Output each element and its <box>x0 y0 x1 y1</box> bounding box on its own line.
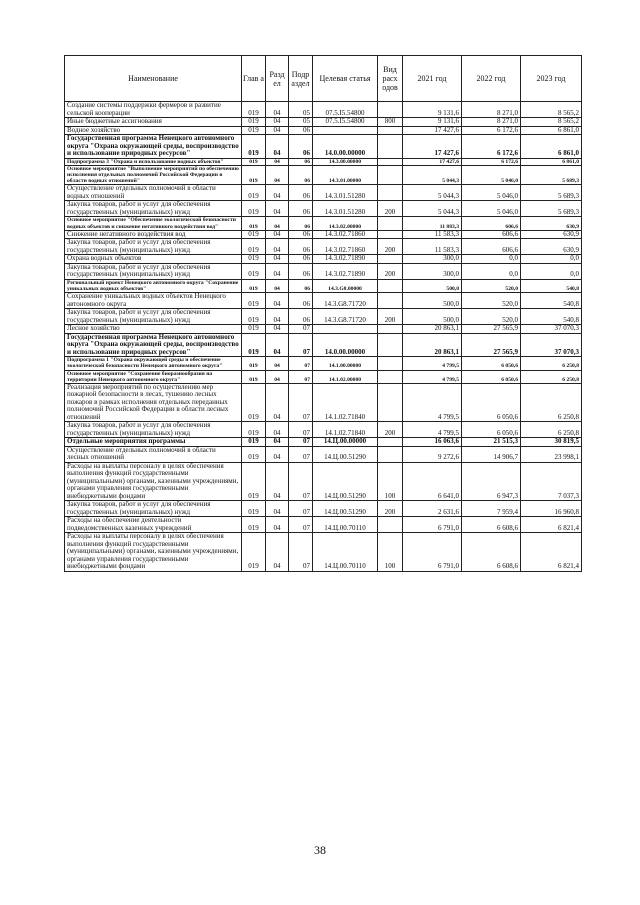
header-razdel: Разд ел <box>266 56 289 102</box>
cell-2023: 16 960,8 <box>521 501 582 517</box>
cell-2023: 630,9 <box>521 217 582 230</box>
cell-glava: 019 <box>242 517 266 533</box>
cell-vid <box>378 165 403 185</box>
cell-2021: 4 799,5 <box>403 370 462 383</box>
cell-razdel: 04 <box>266 293 289 309</box>
cell-podrazdel: 06 <box>289 263 313 279</box>
cell-2021: 5 044,3 <box>403 165 462 185</box>
cell-vid: 800 <box>378 118 403 127</box>
cell-glava: 019 <box>242 217 266 230</box>
cell-2021: 20 863,1 <box>403 325 462 334</box>
cell-vid <box>378 446 403 462</box>
cell-vid <box>378 370 403 383</box>
cell-2022: 606,6 <box>462 239 521 255</box>
cell-podrazdel: 07 <box>289 370 313 383</box>
cell-2023: 6 861,0 <box>521 158 582 165</box>
cell-razdel: 04 <box>266 357 289 370</box>
cell-2021: 5 044,3 <box>403 185 462 201</box>
cell-name: Водное хозяйство <box>65 126 242 135</box>
header-vid: Вид расх одов <box>378 56 403 102</box>
cell-glava: 019 <box>242 446 266 462</box>
cell-2021: 2 631,6 <box>403 501 462 517</box>
cell-2022: 27 565,9 <box>462 325 521 334</box>
cell-razdel: 04 <box>266 533 289 572</box>
cell-vid <box>378 158 403 165</box>
cell-glava: 019 <box>242 357 266 370</box>
cell-vid <box>378 357 403 370</box>
cell-podrazdel: 06 <box>289 217 313 230</box>
cell-name: Отдельные мероприятия программы <box>65 438 242 447</box>
cell-vid <box>378 102 403 118</box>
cell-podrazdel: 07 <box>289 325 313 334</box>
cell-2022: 21 515,3 <box>462 438 521 447</box>
cell-podrazdel: 07 <box>289 357 313 370</box>
cell-2022: 6 947,3 <box>462 462 521 501</box>
cell-2023: 6 821,4 <box>521 533 582 572</box>
cell-razdel: 04 <box>266 279 289 292</box>
table-row <box>65 533 582 572</box>
cell-name: Закупка товаров, работ и услуг для обеспечения государственных (муниципальных) нужд <box>65 263 242 279</box>
cell-glava: 019 <box>242 185 266 201</box>
table-row <box>65 263 582 279</box>
cell-name: Закупка товаров, работ и услуг для обеспечения государственных (муниципальных) нужд <box>65 309 242 325</box>
table-row <box>65 462 582 501</box>
cell-2021: 17 427,6 <box>403 126 462 135</box>
cell-2021: 17 427,6 <box>403 135 462 159</box>
cell-name: Лесное хозяйство <box>65 325 242 334</box>
cell-name: Закупка товаров, работ и услуг для обеспечения государственных (муниципальных) нужд <box>65 501 242 517</box>
cell-podrazdel: 06 <box>289 239 313 255</box>
cell-2021: 6 791,0 <box>403 533 462 572</box>
cell-2022: 5 046,0 <box>462 201 521 217</box>
cell-2022: 6 050,6 <box>462 422 521 438</box>
cell-target: 14.3.02.71860 <box>313 230 378 239</box>
cell-target: 14.Ц.00.51290 <box>313 501 378 517</box>
cell-2023: 37 070,3 <box>521 325 582 334</box>
table-row <box>65 517 582 533</box>
cell-2021: 500,0 <box>403 293 462 309</box>
cell-podrazdel: 06 <box>289 279 313 292</box>
cell-2023: 6 821,4 <box>521 517 582 533</box>
table-row <box>65 158 582 165</box>
cell-2023: 23 998,1 <box>521 446 582 462</box>
cell-razdel: 04 <box>266 383 289 422</box>
cell-vid <box>378 325 403 334</box>
cell-2023: 6 861,0 <box>521 126 582 135</box>
cell-target: 14.0.00.00000 <box>313 333 378 357</box>
cell-2022: 606,6 <box>462 230 521 239</box>
cell-razdel: 04 <box>266 501 289 517</box>
cell-2022: 520,0 <box>462 279 521 292</box>
cell-2022: 5 046,0 <box>462 185 521 201</box>
cell-2022: 8 271,0 <box>462 102 521 118</box>
table-row <box>65 325 582 334</box>
cell-razdel: 04 <box>266 325 289 334</box>
cell-target: 14.3.02.71860 <box>313 239 378 255</box>
cell-razdel: 04 <box>266 462 289 501</box>
cell-name: Осуществление отдельных полномочий в области лесных отношений <box>65 446 242 462</box>
cell-glava: 019 <box>242 279 266 292</box>
cell-vid: 200 <box>378 501 403 517</box>
cell-2023: 5 689,3 <box>521 185 582 201</box>
cell-2021: 16 063,6 <box>403 438 462 447</box>
cell-name: Расходы на выплаты персоналу в целях обеспечения выполнения функций государственными (муниципальными) органами, казенными учреждениями, органами управления государственными внебюджетными фондами <box>65 533 242 572</box>
cell-podrazdel: 07 <box>289 501 313 517</box>
cell-2023: 6 250,8 <box>521 357 582 370</box>
cell-razdel: 04 <box>266 239 289 255</box>
table-row <box>65 383 582 422</box>
cell-2022: 6 172,6 <box>462 135 521 159</box>
cell-2021: 9 272,6 <box>403 446 462 462</box>
cell-podrazdel: 07 <box>289 422 313 438</box>
cell-name: Подпрограмма 1 "Охрана окружающей среды и обеспечение экологической безопасности Ненецкого автономного округа" <box>65 357 242 370</box>
table-row <box>65 255 582 264</box>
cell-name: Осуществление отдельных полномочий в области водных отношений <box>65 185 242 201</box>
cell-name: Подпрограмма 3 "Охрана и использование водных объектов" <box>65 158 242 165</box>
cell-2022: 27 565,9 <box>462 333 521 357</box>
header-target: Целевая статья <box>313 56 378 102</box>
cell-vid <box>378 438 403 447</box>
cell-target: 14.Ц.00.00000 <box>313 438 378 447</box>
cell-vid: 200 <box>378 422 403 438</box>
cell-podrazdel: 06 <box>289 255 313 264</box>
cell-podrazdel: 07 <box>289 333 313 357</box>
cell-target <box>313 126 378 135</box>
cell-2023: 630,9 <box>521 230 582 239</box>
cell-glava: 019 <box>242 438 266 447</box>
cell-2021: 11 583,3 <box>403 230 462 239</box>
cell-2023: 540,8 <box>521 279 582 292</box>
cell-target: 07.5.I5.54800 <box>313 118 378 127</box>
cell-target: 14.3.01.51280 <box>313 201 378 217</box>
cell-2022: 6 172,6 <box>462 158 521 165</box>
cell-razdel: 04 <box>266 255 289 264</box>
cell-target: 14.Ц.00.51290 <box>313 446 378 462</box>
table-row <box>65 135 582 159</box>
cell-podrazdel: 05 <box>289 102 313 118</box>
cell-target: 14.3.01.51280 <box>313 185 378 201</box>
cell-vid <box>378 279 403 292</box>
table-row <box>65 279 582 292</box>
cell-vid <box>378 383 403 422</box>
cell-2021: 500,0 <box>403 309 462 325</box>
table-row <box>65 118 582 127</box>
cell-2023: 37 070,3 <box>521 333 582 357</box>
cell-glava: 019 <box>242 533 266 572</box>
cell-podrazdel: 06 <box>289 201 313 217</box>
cell-name: Региональный проект Ненецкого автономного округа "Сохранение уникальных водных объектов" <box>65 279 242 292</box>
cell-name: Основное мероприятие "Выполнение мероприятий по обеспечению исполнения отдельных полномочий Российской Федерации в области водных отношений" <box>65 165 242 185</box>
cell-2023: 6 861,0 <box>521 135 582 159</box>
cell-vid <box>378 255 403 264</box>
cell-target: 14.1.02.71840 <box>313 422 378 438</box>
cell-name: Государственная программа Ненецкого автономного округа "Охрана окружающей среды, воспроизводство и использование природных ресурсов" <box>65 333 242 357</box>
cell-name: Иные бюджетные ассигнования <box>65 118 242 127</box>
table-row <box>65 102 582 118</box>
table-row <box>65 446 582 462</box>
cell-glava: 019 <box>242 325 266 334</box>
cell-glava: 019 <box>242 333 266 357</box>
cell-2023: 30 819,5 <box>521 438 582 447</box>
cell-2022: 6 050,6 <box>462 383 521 422</box>
table-row <box>65 185 582 201</box>
cell-razdel: 04 <box>266 309 289 325</box>
cell-glava: 019 <box>242 102 266 118</box>
cell-razdel: 04 <box>266 118 289 127</box>
cell-2022: 6 050,6 <box>462 370 521 383</box>
cell-podrazdel: 06 <box>289 293 313 309</box>
cell-vid <box>378 230 403 239</box>
table-row <box>65 438 582 447</box>
table-row <box>65 370 582 383</box>
table-row <box>65 501 582 517</box>
cell-glava: 019 <box>242 462 266 501</box>
table-row <box>65 293 582 309</box>
cell-2022: 6 050,6 <box>462 357 521 370</box>
cell-target: 14.3.G8.00000 <box>313 279 378 292</box>
cell-target: 14.Ц.00.51290 <box>313 462 378 501</box>
cell-2022: 6 172,6 <box>462 126 521 135</box>
cell-podrazdel: 07 <box>289 446 313 462</box>
cell-2023: 0,0 <box>521 263 582 279</box>
cell-glava: 019 <box>242 165 266 185</box>
cell-name: Охрана водных объектов <box>65 255 242 264</box>
cell-glava: 019 <box>242 255 266 264</box>
cell-target: 14.3.00.00000 <box>313 158 378 165</box>
cell-2023: 5 689,3 <box>521 165 582 185</box>
cell-2022: 606,6 <box>462 217 521 230</box>
cell-2023: 8 565,2 <box>521 102 582 118</box>
cell-razdel: 04 <box>266 517 289 533</box>
cell-name: Расходы на выплаты персоналу в целях обеспечения выполнения функций государственными (муниципальными) органами, казенными учреждениями, органами управления государственными внебюджетными фондами <box>65 462 242 501</box>
budget-table <box>64 55 582 572</box>
cell-target: 14.3.02.00000 <box>313 217 378 230</box>
cell-target: 14.Ц.00.70110 <box>313 533 378 572</box>
cell-2022: 7 959,4 <box>462 501 521 517</box>
cell-2022: 8 271,0 <box>462 118 521 127</box>
cell-target: 14.1.02.00000 <box>313 370 378 383</box>
header-2023: 2023 год <box>521 56 582 102</box>
cell-glava: 019 <box>242 126 266 135</box>
table-row <box>65 165 582 185</box>
cell-razdel: 04 <box>266 438 289 447</box>
table-row <box>65 230 582 239</box>
cell-name: Расходы на обеспечение деятельности подведомственных казенных учреждений <box>65 517 242 533</box>
cell-glava: 019 <box>242 118 266 127</box>
cell-name: Основное мероприятие "Обеспечение экологической безопасности водных объектов и снижение негативного воздействия вод" <box>65 217 242 230</box>
cell-razdel: 04 <box>266 370 289 383</box>
cell-vid: 100 <box>378 533 403 572</box>
cell-target: 14.3.02.71890 <box>313 263 378 279</box>
cell-2022: 14 906,7 <box>462 446 521 462</box>
header-name: Наименование <box>65 56 242 102</box>
cell-2021: 300,0 <box>403 263 462 279</box>
cell-vid: 200 <box>378 309 403 325</box>
cell-podrazdel: 07 <box>289 383 313 422</box>
cell-target: 14.Ц.00.70110 <box>313 517 378 533</box>
cell-2022: 0,0 <box>462 263 521 279</box>
cell-glava: 019 <box>242 263 266 279</box>
cell-podrazdel: 07 <box>289 462 313 501</box>
cell-podrazdel: 06 <box>289 135 313 159</box>
cell-razdel: 04 <box>266 102 289 118</box>
cell-razdel: 04 <box>266 158 289 165</box>
cell-target: 14.1.00.00000 <box>313 357 378 370</box>
cell-razdel: 04 <box>266 165 289 185</box>
cell-vid <box>378 333 403 357</box>
cell-podrazdel: 07 <box>289 533 313 572</box>
cell-glava: 019 <box>242 201 266 217</box>
table-row <box>65 422 582 438</box>
cell-2021: 9 131,6 <box>403 102 462 118</box>
cell-2021: 4 799,5 <box>403 357 462 370</box>
cell-glava: 019 <box>242 370 266 383</box>
cell-podrazdel: 06 <box>289 309 313 325</box>
cell-razdel: 04 <box>266 185 289 201</box>
cell-2021: 4 799,5 <box>403 383 462 422</box>
cell-razdel: 04 <box>266 201 289 217</box>
table-row <box>65 217 582 230</box>
cell-2021: 6 641,0 <box>403 462 462 501</box>
cell-glava: 019 <box>242 293 266 309</box>
cell-2023: 6 250,8 <box>521 370 582 383</box>
cell-2023: 0,0 <box>521 255 582 264</box>
cell-razdel: 04 <box>266 126 289 135</box>
cell-name: Снижение негативного воздействия вод <box>65 230 242 239</box>
cell-podrazdel: 06 <box>289 165 313 185</box>
cell-2023: 540,8 <box>521 293 582 309</box>
table-row <box>65 309 582 325</box>
cell-vid <box>378 293 403 309</box>
cell-target: 14.3.G8.71720 <box>313 293 378 309</box>
cell-name: Сохранение уникальных водных объектов Ненецкого автономного округа <box>65 293 242 309</box>
cell-vid <box>378 126 403 135</box>
cell-2022: 520,0 <box>462 293 521 309</box>
cell-vid <box>378 217 403 230</box>
cell-razdel: 04 <box>266 422 289 438</box>
cell-target: 14.3.02.71890 <box>313 255 378 264</box>
cell-glava: 019 <box>242 135 266 159</box>
cell-glava: 019 <box>242 383 266 422</box>
cell-vid <box>378 185 403 201</box>
cell-podrazdel: 06 <box>289 158 313 165</box>
cell-glava: 019 <box>242 501 266 517</box>
page-number: 38 <box>314 843 326 857</box>
cell-glava: 019 <box>242 158 266 165</box>
header-podrazdel: Подр аздел <box>289 56 313 102</box>
header-2021: 2021 год <box>403 56 462 102</box>
cell-2021: 300,0 <box>403 255 462 264</box>
cell-target: 14.3.G8.71720 <box>313 309 378 325</box>
cell-vid <box>378 135 403 159</box>
cell-2023: 6 250,8 <box>521 383 582 422</box>
cell-name: Государственная программа Ненецкого автономного округа "Охрана окружающей среды, воспроизводство и использование природных ресурсов" <box>65 135 242 159</box>
table-row <box>65 239 582 255</box>
cell-2022: 5 046,0 <box>462 165 521 185</box>
cell-target: 14.1.02.71840 <box>313 383 378 422</box>
cell-vid: 200 <box>378 263 403 279</box>
cell-2023: 7 037,3 <box>521 462 582 501</box>
table-row <box>65 357 582 370</box>
cell-razdel: 04 <box>266 135 289 159</box>
cell-razdel: 04 <box>266 217 289 230</box>
cell-2023: 6 250,8 <box>521 422 582 438</box>
table-body <box>65 102 582 572</box>
cell-vid: 100 <box>378 462 403 501</box>
cell-target: 14.0.00.00000 <box>313 135 378 159</box>
cell-2021: 9 131,6 <box>403 118 462 127</box>
cell-2021: 20 863,1 <box>403 333 462 357</box>
cell-target: 14.3.01.00000 <box>313 165 378 185</box>
cell-name: Основное мероприятие "Сохранение биоразнообразия на территории Ненецкого автономного округа" <box>65 370 242 383</box>
cell-podrazdel: 05 <box>289 118 313 127</box>
cell-vid <box>378 517 403 533</box>
cell-2021: 500,0 <box>403 279 462 292</box>
cell-vid: 200 <box>378 239 403 255</box>
cell-razdel: 04 <box>266 333 289 357</box>
cell-podrazdel: 06 <box>289 185 313 201</box>
cell-name: Закупка товаров, работ и услуг для обеспечения государственных (муниципальных) нужд <box>65 422 242 438</box>
cell-podrazdel: 06 <box>289 126 313 135</box>
cell-glava: 019 <box>242 239 266 255</box>
cell-2022: 6 608,6 <box>462 517 521 533</box>
cell-name: Реализация мероприятий по осуществлению мер пожарной безопасности в лесах, тушению лесных пожаров в рамках исполнения отдельных переданных полномочий Российской Федерации в области лесных отношений <box>65 383 242 422</box>
cell-target: 07.5.I5.54800 <box>313 102 378 118</box>
header-row <box>65 56 582 102</box>
cell-name: Создание системы поддержки фермеров и развитие сельской кооперации <box>65 102 242 118</box>
cell-podrazdel: 07 <box>289 517 313 533</box>
cell-name: Закупка товаров, работ и услуг для обеспечения государственных (муниципальных) нужд <box>65 201 242 217</box>
cell-target <box>313 325 378 334</box>
cell-podrazdel: 07 <box>289 438 313 447</box>
table-row <box>65 201 582 217</box>
header-glava: Глав а <box>242 56 266 102</box>
cell-2023: 540,8 <box>521 309 582 325</box>
table-row <box>65 333 582 357</box>
cell-2023: 8 565,2 <box>521 118 582 127</box>
cell-glava: 019 <box>242 422 266 438</box>
cell-2021: 17 427,6 <box>403 158 462 165</box>
cell-2022: 6 608,6 <box>462 533 521 572</box>
header-2022: 2022 год <box>462 56 521 102</box>
cell-razdel: 04 <box>266 230 289 239</box>
table-row <box>65 126 582 135</box>
cell-vid: 200 <box>378 201 403 217</box>
cell-razdel: 04 <box>266 263 289 279</box>
cell-2021: 4 799,5 <box>403 422 462 438</box>
cell-2021: 11 883,3 <box>403 217 462 230</box>
cell-name: Закупка товаров, работ и услуг для обеспечения государственных (муниципальных) нужд <box>65 239 242 255</box>
cell-2022: 0,0 <box>462 255 521 264</box>
cell-2021: 6 791,0 <box>403 517 462 533</box>
cell-2023: 5 689,3 <box>521 201 582 217</box>
cell-razdel: 04 <box>266 446 289 462</box>
cell-glava: 019 <box>242 309 266 325</box>
cell-2023: 630,9 <box>521 239 582 255</box>
cell-glava: 019 <box>242 230 266 239</box>
cell-2022: 520,0 <box>462 309 521 325</box>
cell-2021: 11 583,3 <box>403 239 462 255</box>
cell-podrazdel: 06 <box>289 230 313 239</box>
cell-2021: 5 044,3 <box>403 201 462 217</box>
